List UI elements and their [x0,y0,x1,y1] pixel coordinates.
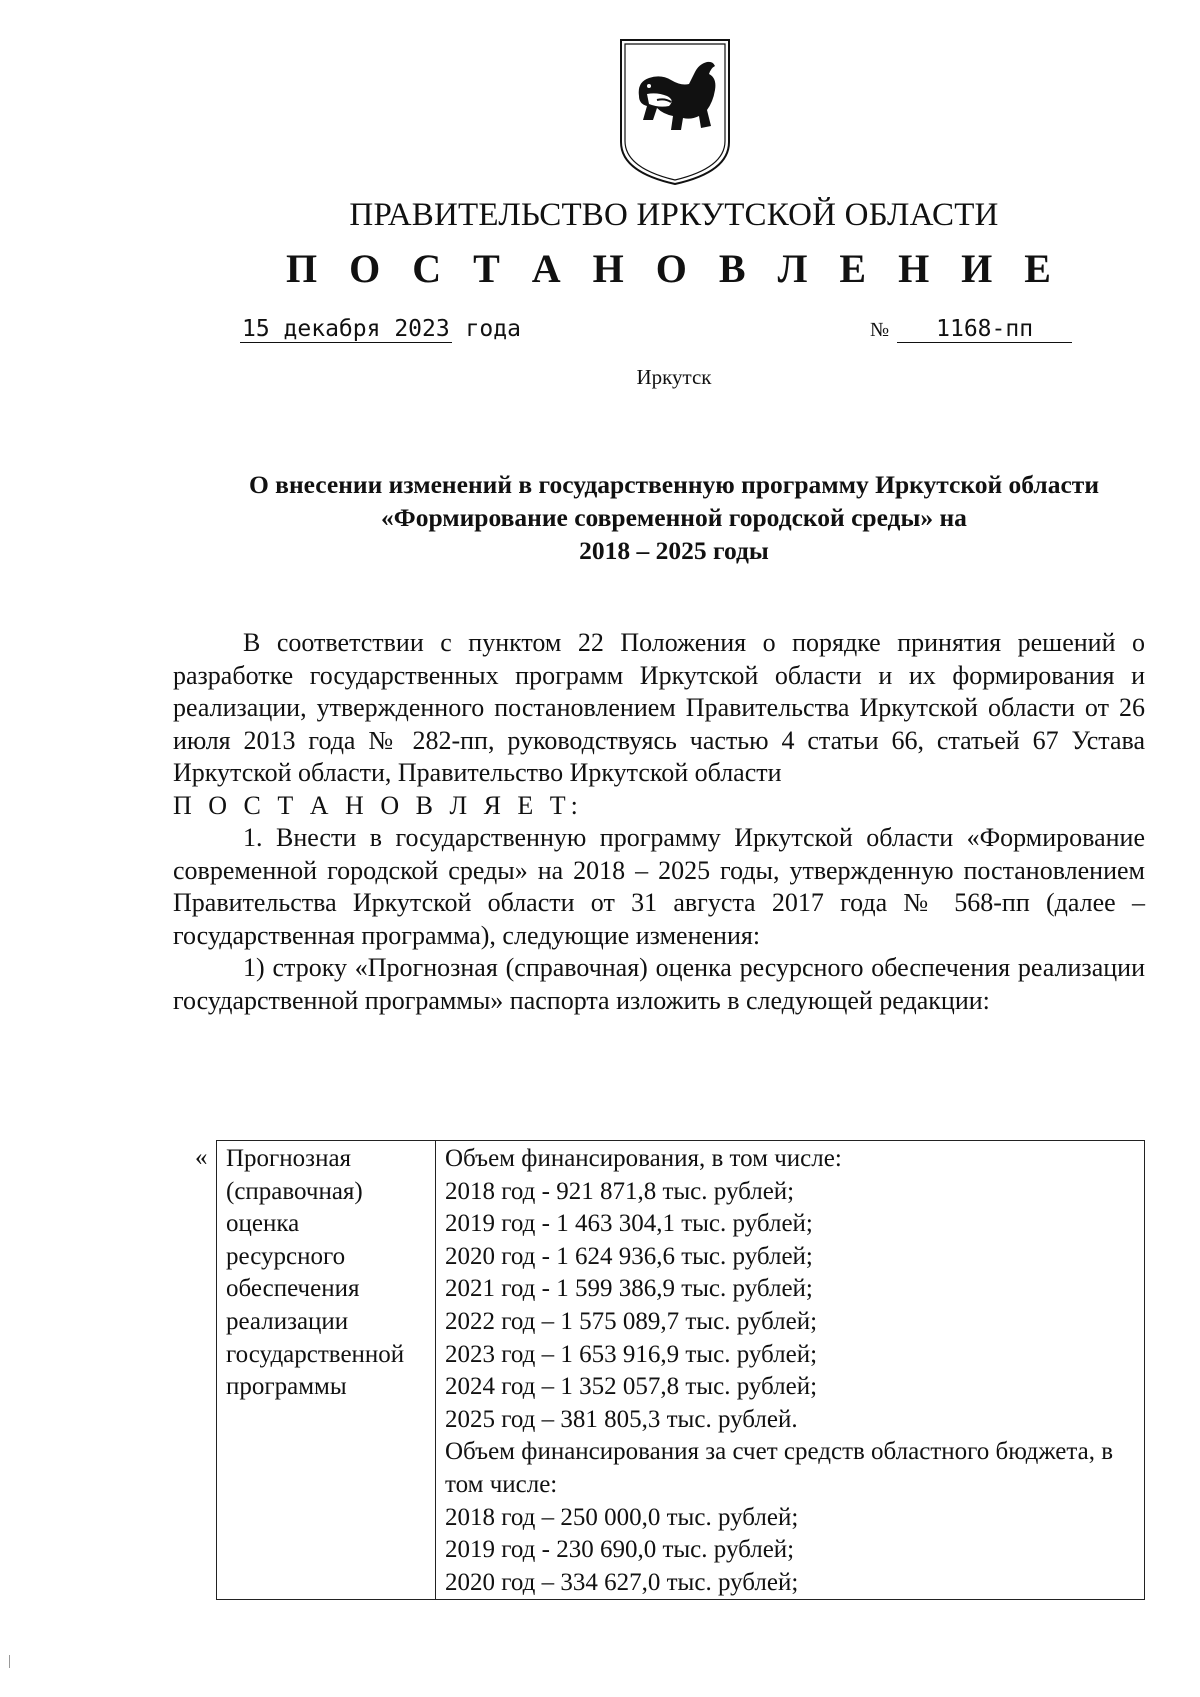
document-type: П О С Т А Н О В Л Е Н И Е [286,246,1062,291]
label-line: программы [226,1373,347,1401]
date-value: 15 декабря 2023 [242,316,450,342]
label-line: реализации [226,1307,349,1335]
label-line: (справочная) [226,1177,363,1205]
title-line-2: «Формирование современной городской среды» на [381,503,967,532]
date-suffix: года [465,316,521,342]
label-line: обеспечения [226,1275,360,1303]
preamble-paragraph: В соответствии с пунктом 22 Положения о порядке принятия решений о разработке государственных программ Иркутской области и их формирования и реализации, утвержденного постановлением Правительства Иркутской области от 26 июля 2013 года № 282-пп, руководствуясь частью 4 статьи 66, статьей 67 Устава Иркутской области, Правительство Иркутской области [173,628,1145,787]
label-line: Прогнозная [226,1145,352,1172]
funding-line: 2021 год - 1 599 386,9 тыс. рублей; [445,1275,813,1303]
funding-line: 2019 год - 230 690,0 тыс. рублей; [445,1536,795,1564]
funding-line: 2020 год – 334 627,0 тыс. рублей; [445,1568,799,1596]
decree-word: П О С Т А Н О В Л Я Е Т: [173,790,583,820]
funding-line: Объем финансирования, в том числе: [445,1145,842,1172]
table-open-quote: « [195,1144,208,1171]
document-title [150,468,1198,567]
city-name: Иркутск [636,365,712,389]
document-body [173,627,1145,1017]
funding-line: 2018 год – 250 000,0 тыс. рублей; [445,1503,799,1531]
number-sign: № [870,319,890,341]
label-line: ресурсного [226,1242,346,1270]
label-line: оценка [226,1210,300,1238]
label-line: государственной [226,1340,405,1368]
coat-of-arms-icon [617,34,733,186]
row-value-cell [436,1141,1145,1600]
scan-margin-mark [9,1655,10,1668]
organization-name: ПРАВИТЕЛЬСТВО ИРКУТСКОЙ ОБЛАСТИ [349,197,999,233]
document-number [870,316,1072,343]
passport-table [216,1140,1145,1600]
item-1-paragraph: 1. Внести в государственную программу Иркутской области «Формирование современной городской среды» на 2018 – 2025 годы, утвержденную постановлением Правительства Иркутской области от 31 августа 2017 года № 568-пп (далее – государственная программа), следующие изменения: [173,823,1145,950]
document-date [240,316,521,343]
funding-line: 2019 год - 1 463 304,1 тыс. рублей; [445,1210,813,1238]
funding-line: 2023 год – 1 653 916,9 тыс. рублей; [445,1340,818,1368]
funding-line: 2020 год - 1 624 936,6 тыс. рублей; [445,1242,813,1270]
title-line-3: 2018 – 2025 годы [579,536,769,565]
funding-line: 2018 год - 921 871,8 тыс. рублей; [445,1177,795,1205]
title-line-1: О внесении изменений в государственную программу Иркутской области [248,470,1100,499]
funding-line: 2022 год – 1 575 089,7 тыс. рублей; [445,1307,818,1335]
number-value: 1168-пп [897,316,1072,343]
funding-line: 2025 год – 381 805,3 тыс. рублей. [445,1405,798,1433]
funding-line: Объем финансирования за счет средств областного бюджета, в том числе: [445,1438,1114,1498]
subitem-1-paragraph: 1) строку «Прогнозная (справочная) оценка ресурсного обеспечения реализации государственной программы» паспорта изложить в следующей редакции: [173,953,1145,1015]
funding-line: 2024 год – 1 352 057,8 тыс. рублей; [445,1373,818,1401]
table-row [217,1141,1145,1600]
row-label-cell [217,1141,436,1600]
